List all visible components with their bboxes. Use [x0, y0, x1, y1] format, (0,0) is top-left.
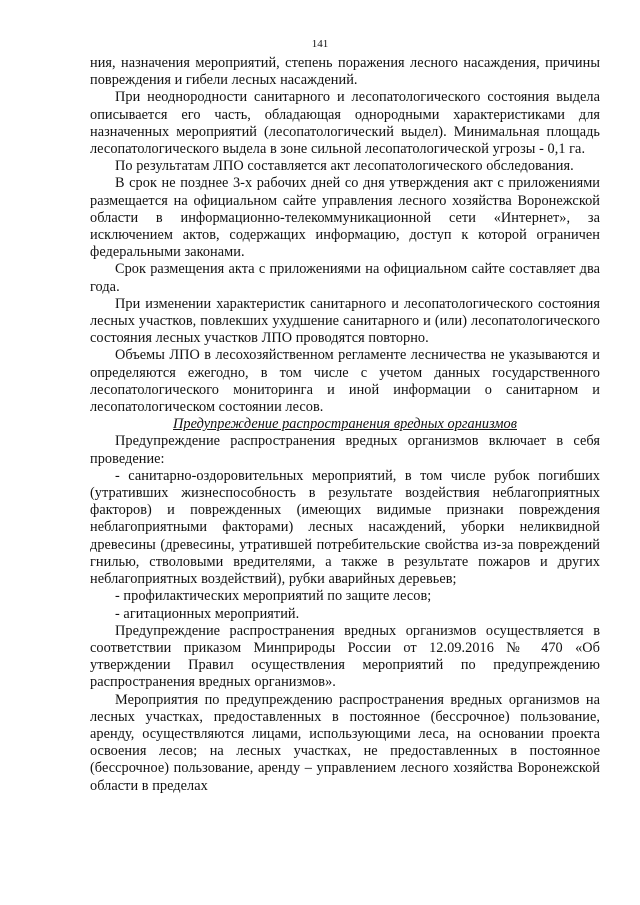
paragraph: По результатам ЛПО составляется акт лесопатологического обследования. [115, 158, 574, 175]
paragraph: Объемы ЛПО в лесохозяйственном регламенте лесничества не указываются и определяются ежегодно, в том числе с учетом данных государственного лесопатологического мониторинга и иной информации о санитарном и лесопатологическом состоянии лесов. [90, 347, 600, 416]
section-heading: Предупреждение распространения вредных организмов [173, 416, 517, 433]
paragraph: При неоднородности санитарного и лесопатологического состояния выдела описывается его часть, обладающая однородными характеристиками для назначенных мероприятий (лесопатологический выдел). Минимальная площадь лесопатологического выдела в зоне сильной лесопатологической угрозы - 0,1 га. [90, 89, 600, 158]
list-item: - санитарно-оздоровительных мероприятий, в том числе рубок погибших (утративших жизнеспособность в результате воздействия неблагоприятных факторов) и поврежденных (имеющих видимые признаки повреждения неблагоприятными факторами) лесных насаждений, уборки неликвидной древесины (древесины, утратившей потребительские свойства из-за повреждений гнилью, стволовыми вредителями, а также в результате пожаров и других неблагоприятных воздействий), рубки аварийных деревьев; [90, 467, 600, 588]
paragraph: Предупреждение распространения вредных организмов включает в себя проведение: [90, 433, 600, 467]
paragraph: При изменении характеристик санитарного и лесопатологического состояния лесных участков, повлекших ухудшение санитарного и (или) лесопатологического состояния лесных участков ЛПО проводятся повторно. [90, 295, 600, 347]
paragraph-continuation: ния, назначения мероприятий, степень поражения лесного насаждения, причины повреждения и гибели лесных насаждений. [90, 55, 600, 89]
paragraph: Срок размещения акта с приложениями на официальном сайте составляет два года. [90, 261, 600, 295]
paragraph: В срок не позднее 3-х рабочих дней со дня утверждения акт с приложениями размещается на официальном сайте управления лесного хозяйства Воронежской области в информационно-телекоммуникационной сети «Интернет», за исключением актов, содержащих информацию, доступ к которой ограничен федеральными законами. [90, 175, 600, 261]
paragraph: Мероприятия по предупреждению распространения вредных организмов на лесных участках, предоставленных в постоянное (бессрочное) пользование, аренду, осуществляются лицами, использующими леса, на основании проекта освоения лесов; на лесных участках, не предоставленных в постоянное (бессрочное) пользование, аренду – управлением лесного хозяйства Воронежской области в пределах [90, 691, 600, 794]
paragraph: Предупреждение распространения вредных организмов осуществляется в соответствии приказом Минприроды России от 12.09.2016 № 470 «Об утверждении Правил осуществления мероприятий по предупреждению распространения вредных организмов». [90, 622, 600, 691]
document-body [90, 55, 600, 795]
list-item: - профилактических мероприятий по защите лесов; [115, 588, 432, 605]
page-number: 141 [311, 38, 329, 50]
list-item: - агитационных мероприятий. [115, 605, 300, 622]
